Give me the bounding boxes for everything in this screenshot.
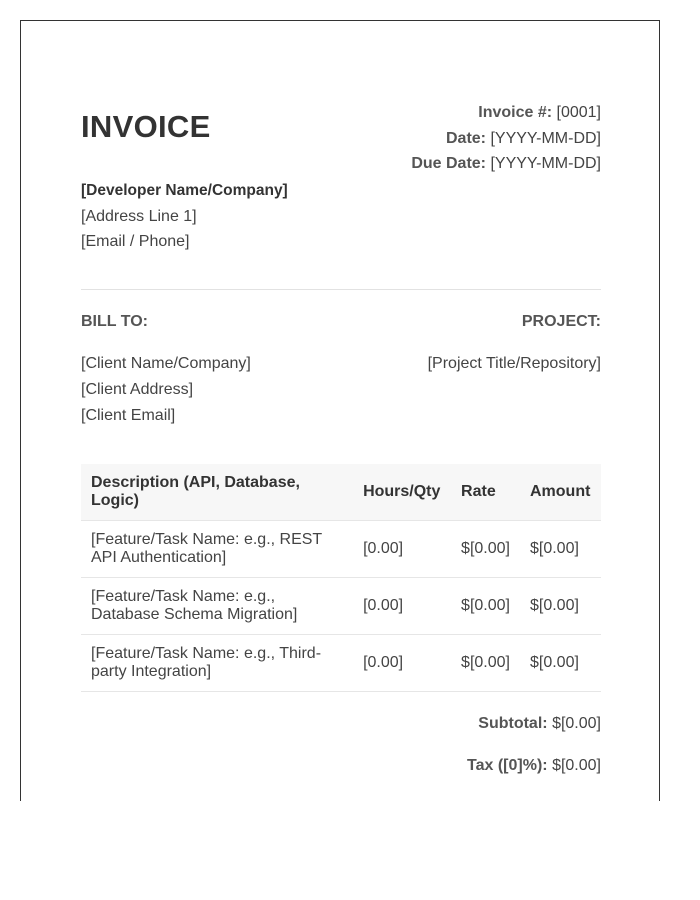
bill-to-block: [81, 351, 251, 429]
invoice-header: [81, 21, 601, 291]
project-title: [Project Title/Repository]: [427, 355, 601, 372]
invoice-number-row: [411, 100, 601, 126]
client-address: [Client Address]: [81, 381, 194, 398]
invoice-due-date-label: Due Date:: [411, 155, 487, 172]
row-rate: $[0.00]: [451, 521, 520, 578]
row-description: [Feature/Task Name: e.g., Third-party Integration]: [81, 635, 353, 692]
row-rate: $[0.00]: [451, 635, 520, 692]
totals-block: [467, 714, 601, 798]
row-rate: $[0.00]: [451, 578, 520, 635]
row-amount: $[0.00]: [520, 521, 601, 578]
tax-label: Tax ([0]%):: [467, 757, 548, 774]
invoice-due-date-value: [YYYY-MM-DD]: [490, 155, 601, 172]
client-email: [Client Email]: [81, 407, 176, 424]
developer-name: [Developer Name/Company]: [81, 182, 288, 199]
developer-address: [Address Line 1]: [81, 207, 197, 225]
bill-to-heading: BILL TO:: [81, 313, 148, 330]
invoice-date-value: [YYYY-MM-DD]: [490, 129, 601, 147]
invoice-number-value: [0001]: [556, 104, 601, 121]
project-heading: PROJECT:: [521, 313, 601, 330]
project-block: [428, 351, 601, 377]
subtotal-row: [467, 714, 601, 756]
invoice-meta: [411, 100, 601, 177]
table-header-row: [81, 464, 601, 521]
from-block: [81, 178, 288, 255]
line-items-table: [81, 464, 601, 692]
invoice-title: INVOICE: [81, 109, 211, 144]
row-hours: [0.00]: [353, 521, 451, 578]
invoice-date-label: Date:: [446, 129, 487, 147]
invoice-number-label: Invoice #:: [478, 104, 553, 121]
row-amount: $[0.00]: [520, 578, 601, 635]
column-header-description: Description (API, Database, Logic): [81, 464, 353, 521]
column-header-amount: Amount: [520, 464, 601, 521]
tax-value: $[0.00]: [552, 757, 601, 774]
client-name: [Client Name/Company]: [81, 355, 251, 372]
invoice-content: [81, 21, 601, 774]
row-hours: [0.00]: [353, 578, 451, 635]
row-amount: $[0.00]: [520, 635, 601, 692]
row-description: [Feature/Task Name: e.g., Database Schema Migration]: [81, 578, 353, 635]
header-divider: [81, 289, 601, 290]
tax-row: [467, 756, 601, 798]
row-hours: [0.00]: [353, 635, 451, 692]
table-row: [81, 635, 601, 692]
subtotal-value: $[0.00]: [552, 715, 601, 732]
row-description: [Feature/Task Name: e.g., REST API Authentication]: [81, 521, 353, 578]
developer-contact: [Email / Phone]: [81, 233, 190, 250]
column-header-rate: Rate: [451, 464, 520, 521]
invoice-page: [20, 20, 660, 801]
invoice-date-row: [411, 126, 601, 152]
table-row: [81, 521, 601, 578]
invoice-due-date-row: [411, 151, 601, 177]
subtotal-label: Subtotal:: [478, 715, 548, 732]
column-header-hours: Hours/Qty: [353, 464, 451, 521]
table-row: [81, 578, 601, 635]
